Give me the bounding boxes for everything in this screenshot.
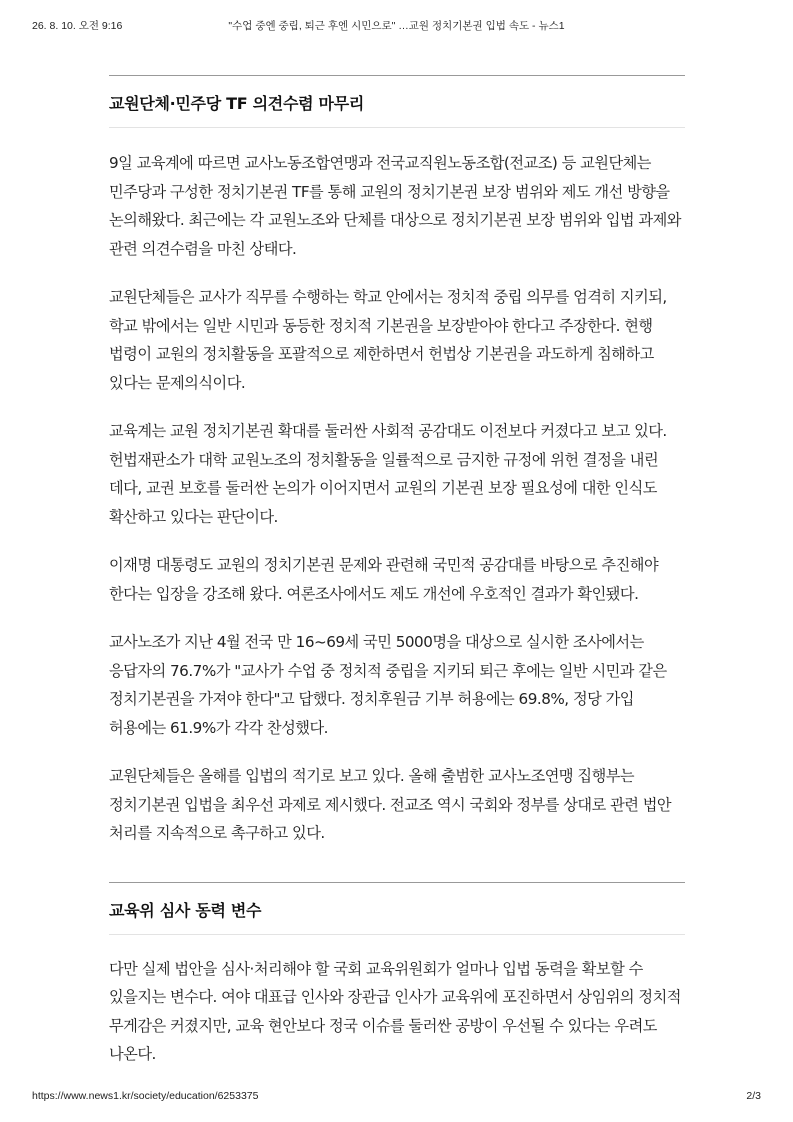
article-body (109, 75, 685, 1069)
paragraph: 이재명 대통령도 교원의 정치기본권 문제와 관련해 국민적 공감대를 바탕으로 추진해야 한다는 입장을 강조해 왔다. 여론조사에서도 제도 개선에 우호적인 결과가 확인됐다. (109, 556, 659, 603)
print-page-title: "수업 중엔 중립, 퇴근 후엔 시민으로" …교원 정치기본권 입법 속도 - 뉴스1 (228, 20, 565, 32)
article-section-tf (109, 75, 685, 848)
page-number: 2/3 (746, 1090, 761, 1102)
paragraph: 교원단체들은 올해를 입법의 적기로 보고 있다. 올해 출범한 교사노조연맹 집행부는 정치기본권 입법을 최우선 과제로 제시했다. 전교조 역시 국회와 정부를 상대로 관련 법안 처리를 지속적으로 촉구하고 있다. (109, 767, 672, 842)
paragraph: 교원단체들은 교사가 직무를 수행하는 학교 안에서는 정치적 중립 의무를 엄격히 지키되, 학교 밖에서는 일반 시민과 동등한 정치적 기본권을 보장받아야 한다고 주장한다. 현행 법령이 교원의 정치활동을 포괄적으로 제한하면서 헌법상 기본권을 과도하게 침해하고 있다는 문제의식이다. (109, 288, 667, 392)
print-date: 26. 8. 10. 오전 9:16 (32, 20, 123, 32)
print-header (32, 18, 761, 34)
paragraph: 교사노조가 지난 4월 전국 만 16~69세 국민 5000명을 대상으로 실시한 조사에서는 응답자의 76.7%가 "교사가 수업 중 정치적 중립을 지키되 퇴근 후에는 일반 시민과 같은 정치기본권을 가져야 한다"고 답했다. 정치후원금 기부 허용에는 69.8%, 정당 가입 허용에는 61.9%가 각각 찬성했다. (109, 633, 667, 737)
paragraph: 다만 실제 법안을 심사·처리해야 할 국회 교육위원회가 얼마나 입법 동력을 확보할 수 있을지는 변수다. 여야 대표급 인사와 장관급 인사가 교육위에 포진하면서 상임위의 정치적 무게감은 커졌지만, 교육 현안보다 정국 이슈를 둘러싼 공방이 우선될 수 있다는 우려도 나온다. (109, 959, 681, 1063)
paragraph: 교육계는 교원 정치기본권 확대를 둘러싼 사회적 공감대도 이전보다 커졌다고 보고 있다. 헌법재판소가 대학 교원노조의 정치활동을 일률적으로 금지한 규정에 위헌 결정을 내린 데다, 교권 보호를 둘러싼 논의가 이어지면서 교원의 기본권 보장 필요성에 대한 인식도 확산하고 있다는 판단이다. (109, 422, 667, 526)
section-heading: 교원단체·민주당 TF 의견수렴 마무리 (109, 75, 685, 128)
section-heading: 교육위 심사 동력 변수 (109, 882, 685, 935)
paragraph: 9일 교육계에 따르면 교사노동조합연맹과 전국교직원노동조합(전교조) 등 교원단체는 민주당과 구성한 정치기본권 TF를 통해 교원의 정치기본권 보장 범위와 제도 개선 방향을 논의해왔다. 최근에는 각 교원노조와 단체를 대상으로 정치기본권 보장 범위와 입법 과제와 관련 의견수렴을 마친 상태다. (109, 154, 681, 258)
print-url: https://www.news1.kr/society/education/6253375 (32, 1090, 259, 1102)
print-footer (32, 1090, 761, 1106)
article-section-committee (109, 882, 685, 1069)
